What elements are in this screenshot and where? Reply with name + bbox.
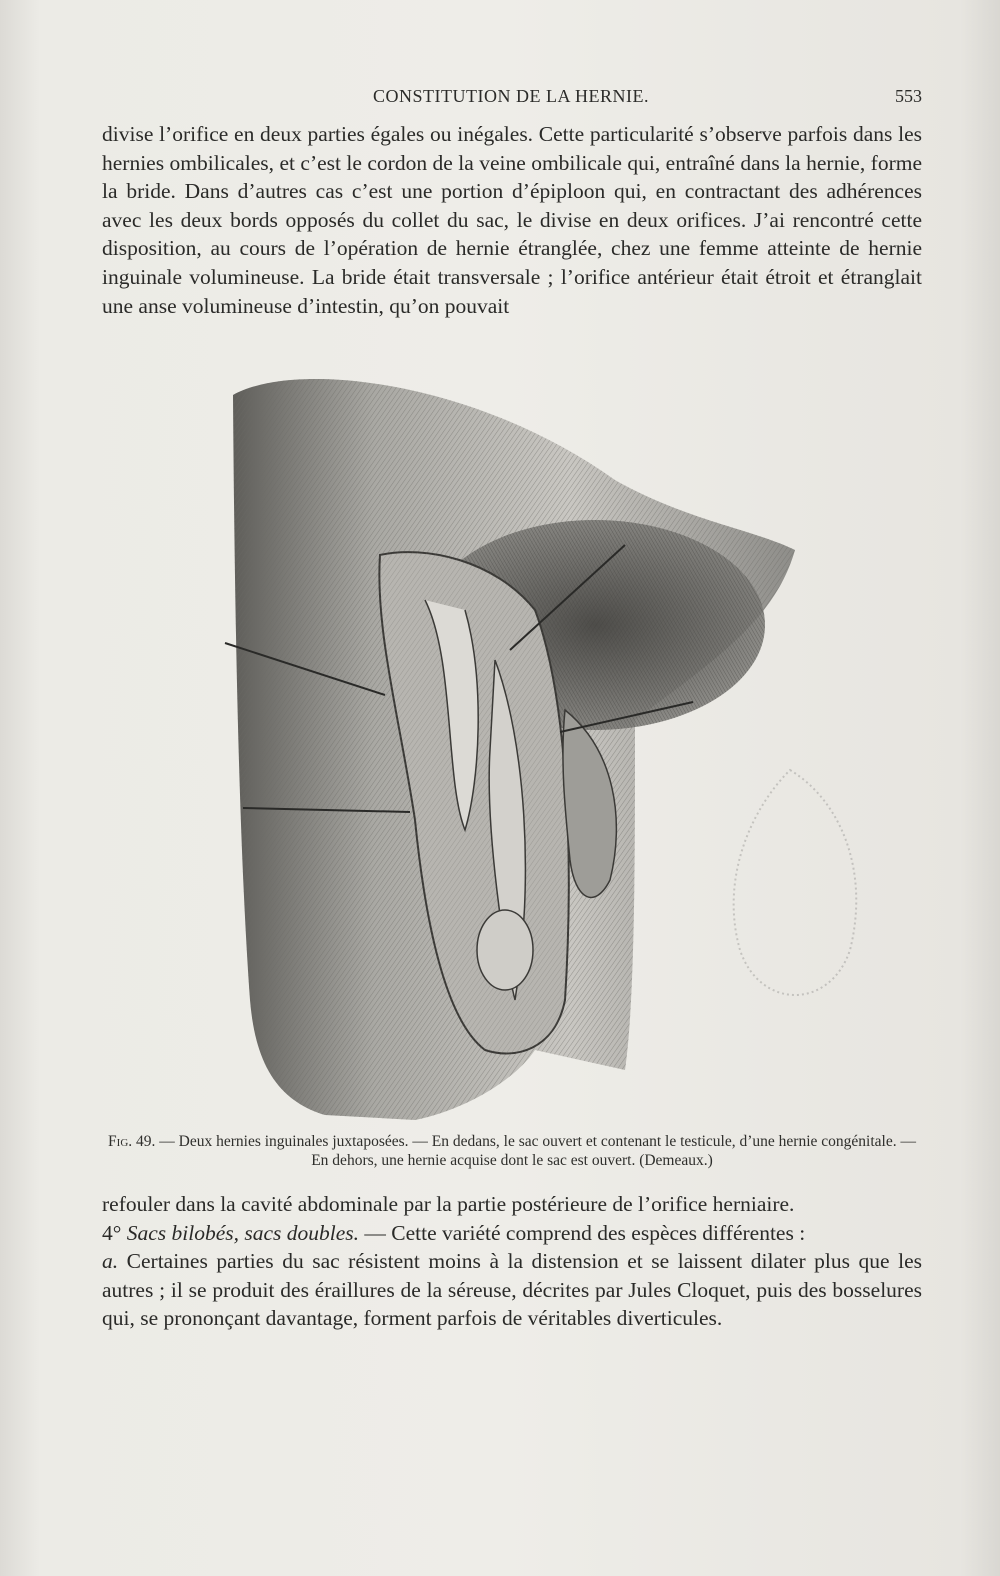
section-number: 4° [102, 1220, 122, 1245]
section-heading-italic: Sacs bilobés, sacs doubles. [126, 1220, 360, 1245]
figure-caption-text: — Deux hernies inguinales juxtaposées. — En dedans, le sac ouvert et contenant le testicule, d’une hernie congénitale. — En dehors, une hernie acquise dont le sac est ouvert. (Demeaux.) [159, 1133, 916, 1169]
running-title: CONSTITUTION DE LA HERNIE. [373, 86, 649, 106]
figure-number: Fig. 49. [108, 1133, 156, 1150]
bleed-through-shape [700, 760, 880, 1020]
figure-caption [102, 1132, 922, 1170]
body-text-bottom [102, 1190, 922, 1333]
paragraph-item-a [102, 1247, 922, 1333]
page-number: 553 [895, 86, 922, 106]
item-text: Certaines parties du sac résistent moins à la distension et se laissent dilater plus que les autres ; il se produit des éraillures de la séreuse, décrites par Jules Cloquet, puis des bosselures qui, se prononçant davantage, forment parfois de véritables diverticules. [102, 1249, 922, 1331]
running-header [100, 86, 922, 112]
item-label: a. [102, 1249, 119, 1274]
section-lead: — Cette variété comprend des espèces différentes : [359, 1220, 806, 1245]
paragraph-top: divise l’orifice en deux parties égales ou inégales. Cette particularité s’observe parfois dans les hernies ombilicales, et c’est le cordon de la veine ombilicale qui, entraîné dans la hernie, forme la bride. Dans d’autres cas c’est une portion d’épiploon qui, en contractant des adhérences avec les deux bords opposés du collet du sac, le divise en deux orifices. J’ai rencontré cette disposition, au cours de l’opération de hernie étranglée, chez une femme atteinte de hernie inguinale volumineuse. La bride était transversale ; l’orifice antérieur était étroit et étranglait une anse volumineuse d’intestin, qu’on pouvait [102, 122, 922, 318]
body-text-top [102, 120, 922, 320]
paragraph-continuation: refouler dans la cavité abdominale par la partie postérieure de l’orifice herniaire. [102, 1192, 795, 1216]
paragraph-section-4 [102, 1219, 922, 1248]
